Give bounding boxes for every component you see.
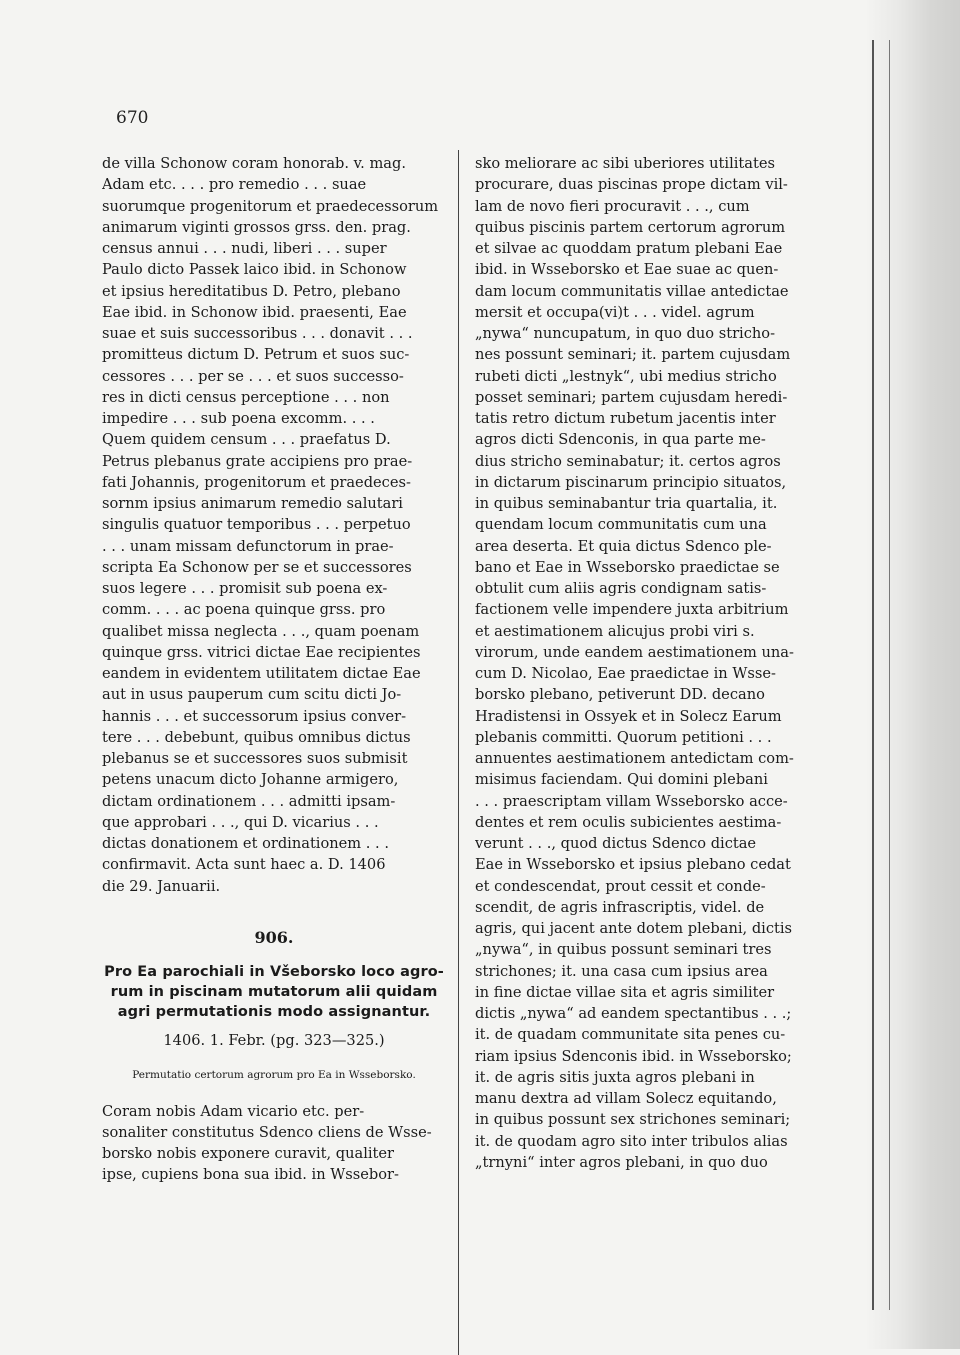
document-heading <box>102 962 446 1022</box>
text-line: aut in usus pauperum cum scitu dicti Jo- <box>102 686 402 704</box>
heading-line: rum in piscinam mutatorum alii quidam <box>110 984 438 1000</box>
left-paragraph-1 <box>102 153 446 897</box>
column-divider <box>458 150 459 1355</box>
text-line: impedire . . . sub poena excomm. . . . <box>102 410 375 427</box>
text-line: plebanus se et successores suos submisit <box>102 750 408 767</box>
text-line: quibus piscinis partem certorum agrorum <box>475 218 786 236</box>
text-line: et silvae ac quoddam pratum plebani Eae <box>475 240 783 257</box>
text-line: dictis „nywa“ ad eandem spectantibus . . .; <box>475 1005 792 1022</box>
text-line: borsko plebano, petiverunt DD. decano <box>475 686 765 704</box>
text-line: agros dicti Sdenconis, in qua parte me- <box>475 431 766 449</box>
text-line: Eae ibid. in Schonow ibid. praesenti, Eae <box>102 303 407 321</box>
left-column <box>102 153 446 1186</box>
text-line: ibid. in Wsseborsko et Eae suae ac quen- <box>475 261 779 279</box>
document-number: 906. <box>254 927 294 947</box>
text-line: it. de agris sitis juxta agros plebani in <box>475 1068 755 1086</box>
text-line: in quibus possunt sex strichones seminari; <box>475 1111 791 1129</box>
text-line: dictam ordinationem . . . admitti ipsam- <box>102 792 396 810</box>
text-line: dictas donationem et ordinationem . . . <box>102 835 389 852</box>
text-line: qualibet missa neglecta . . ., quam poenam <box>102 622 420 640</box>
text-line: verunt . . ., quod dictus Sdenco dictae <box>475 835 757 852</box>
text-line: in fine dictae villae sita et agris similiter <box>475 983 775 1001</box>
text-line: comm. . . . ac poena quinque grss. pro <box>102 601 386 619</box>
text-line: Petrus plebanus grate accipiens pro prae- <box>102 452 413 470</box>
scan-edge <box>865 0 960 1349</box>
document-subheading: Permutatio certorum agrorum pro Ea in Wsseborsko. <box>132 1069 416 1082</box>
text-line: animarum viginti grossos grss. den. prag. <box>102 218 411 236</box>
text-line: et condescendat, prout cessit et conde- <box>475 877 766 895</box>
text-line: in dictarum piscinarum principio situatos, <box>475 473 787 491</box>
text-line: de villa Schonow coram honorab. v. mag. <box>102 155 406 172</box>
text-line: annuentes aestimationem antedictam com- <box>475 750 794 767</box>
text-line: confirmavit. Acta sunt haec a. D. 1406 <box>102 856 386 874</box>
text-line: manu dextra ad villam Solecz equitando, <box>475 1090 777 1107</box>
text-line: census annui . . . nudi, liberi . . . super <box>102 240 387 257</box>
text-line: strichones; it. una casa cum ipsius area <box>475 962 768 980</box>
text-line: cum D. Nicolao, Eae praedictae in Wsse- <box>475 665 776 682</box>
right-column-text <box>475 153 819 1173</box>
text-line: „nywa“, in quibus possunt seminari tres <box>475 941 772 959</box>
text-line: que approbari . . ., qui D. vicarius . . . <box>102 813 379 831</box>
text-line: Quem quidem censum . . . praefatus D. <box>102 431 391 449</box>
text-line: Adam etc. . . . pro remedio . . . suae <box>102 176 367 194</box>
text-line: suae et suis successoribus . . . donavit . . . <box>102 325 413 342</box>
text-line: plebanis committi. Quorum petitioni . . . <box>475 728 772 746</box>
text-line: scendit, de agris infrascriptis, videl. de <box>475 898 765 916</box>
left-paragraph-2 <box>102 1101 446 1186</box>
text-line: mersit et occupa(vi)t . . . videl. agrum <box>475 303 755 321</box>
text-line: fati Johannis, progenitorum et praedeces- <box>102 473 411 491</box>
text-line: sornm ipsius animarum remedio salutari <box>102 495 403 512</box>
text-line: misimus faciendam. Qui domini plebani <box>475 771 768 789</box>
text-line: hannis . . . et successorum ipsius conver- <box>102 707 406 725</box>
document-date: 1406. 1. Febr. (pg. 323—325.) <box>163 1032 385 1049</box>
text-line: posset seminari; partem cujusdam heredi- <box>475 388 788 406</box>
text-line: Paulo dicto Passek laico ibid. in Schonow <box>102 261 407 279</box>
text-line: petens unacum dicto Johanne armigero, <box>102 771 399 789</box>
text-line: dius stricho seminabatur; it. certos agros <box>475 452 781 470</box>
text-line: dentes et rem oculis subicientes aestima- <box>475 813 782 831</box>
text-line: dam locum communitatis villae antedictae <box>475 282 789 300</box>
heading-line: Pro Ea parochiali in Všeborsko loco agro- <box>104 964 444 980</box>
text-line: sonaliter constitutus Sdenco cliens de Wsse- <box>102 1123 432 1141</box>
text-line: riam ipsius Sdenconis ibid. in Wsseborsko; <box>475 1047 792 1065</box>
page-number: 670 <box>116 108 149 128</box>
text-line: quendam locum communitatis cum una <box>475 516 767 534</box>
text-line: suos legere . . . promisit sub poena ex- <box>102 580 388 597</box>
text-line: et ipsius hereditatibus D. Petro, plebano <box>102 282 401 300</box>
text-line: agris, qui jacent ante dotem plebani, dictis <box>475 920 793 937</box>
heading-line: agri permutationis modo assignantur. <box>117 1004 431 1020</box>
text-line: area deserta. Et quia dictus Sdenco ple- <box>475 537 772 555</box>
text-line: scripta Ea Schonow per se et successores <box>102 558 412 576</box>
text-line: promitteus dictum D. Petrum et suos suc- <box>102 346 410 364</box>
binding-edge-line <box>872 40 874 1310</box>
text-line: virorum, unde eandem aestimationem una- <box>475 643 794 661</box>
text-line: nes possunt seminari; it. partem cujusdam <box>475 346 791 364</box>
text-line: . . . praescriptam villam Wsseborsko acce- <box>475 792 788 810</box>
text-line: tere . . . debebunt, quibus omnibus dictus <box>102 728 411 746</box>
text-line: Eae in Wsseborsko et ipsius plebano cedat <box>475 856 791 874</box>
text-line: Hradistensi in Ossyek et in Solecz Earum <box>475 707 782 725</box>
text-line: lam de novo fieri procuravit . . ., cum <box>475 197 750 215</box>
text-line: suorumque progenitorum et praedecessorum <box>102 197 439 215</box>
text-line: „nywa“ nuncupatum, in quo duo stricho- <box>475 325 776 342</box>
text-line: it. de quadam communitate sita penes cu- <box>475 1026 786 1044</box>
text-line: die 29. Januarii. <box>102 877 221 895</box>
text-line: tatis retro dictum rubetum jacentis inter <box>475 410 776 427</box>
text-line: factionem velle impendere juxta arbitrium <box>475 601 789 619</box>
text-line: obtulit cum aliis agris condignam satis- <box>475 580 767 597</box>
text-line: rubeti dicti „lestnyk“, ubi medius stricho <box>475 367 777 385</box>
right-column <box>475 153 819 1173</box>
text-line: sko meliorare ac sibi uberiores utilitates <box>475 155 775 172</box>
text-line: cessores . . . per se . . . et suos successo- <box>102 367 404 385</box>
text-line: procurare, duas piscinas prope dictam vil- <box>475 176 788 194</box>
text-line: borsko nobis exponere curavit, qualiter <box>102 1145 395 1162</box>
text-line: . . . unam missam defunctorum in prae- <box>102 537 394 555</box>
text-line: ipse, cupiens bona sua ibid. in Wssebor- <box>102 1166 399 1184</box>
text-line: „trnyni“ inter agros plebani, in quo duo <box>475 1153 768 1171</box>
text-line: res in dicti census perceptione . . . non <box>102 388 390 406</box>
text-line: quinque grss. vitrici dictae Eae recipientes <box>102 643 421 661</box>
text-line: et aestimationem alicujus probi viri s. <box>475 622 755 640</box>
text-line: bano et Eae in Wsseborsko praedictae se <box>475 558 780 576</box>
binding-edge-line-inner <box>889 40 890 1310</box>
text-line: in quibus seminabantur tria quartalia, it. <box>475 495 778 512</box>
text-line: it. de quodam agro sito inter tribulos alias <box>475 1132 788 1150</box>
text-line: eandem in evidentem utilitatem dictae Eae <box>102 665 421 682</box>
text-line: Coram nobis Adam vicario etc. per- <box>102 1102 365 1120</box>
text-line: singulis quatuor temporibus . . . perpetuo <box>102 516 411 534</box>
